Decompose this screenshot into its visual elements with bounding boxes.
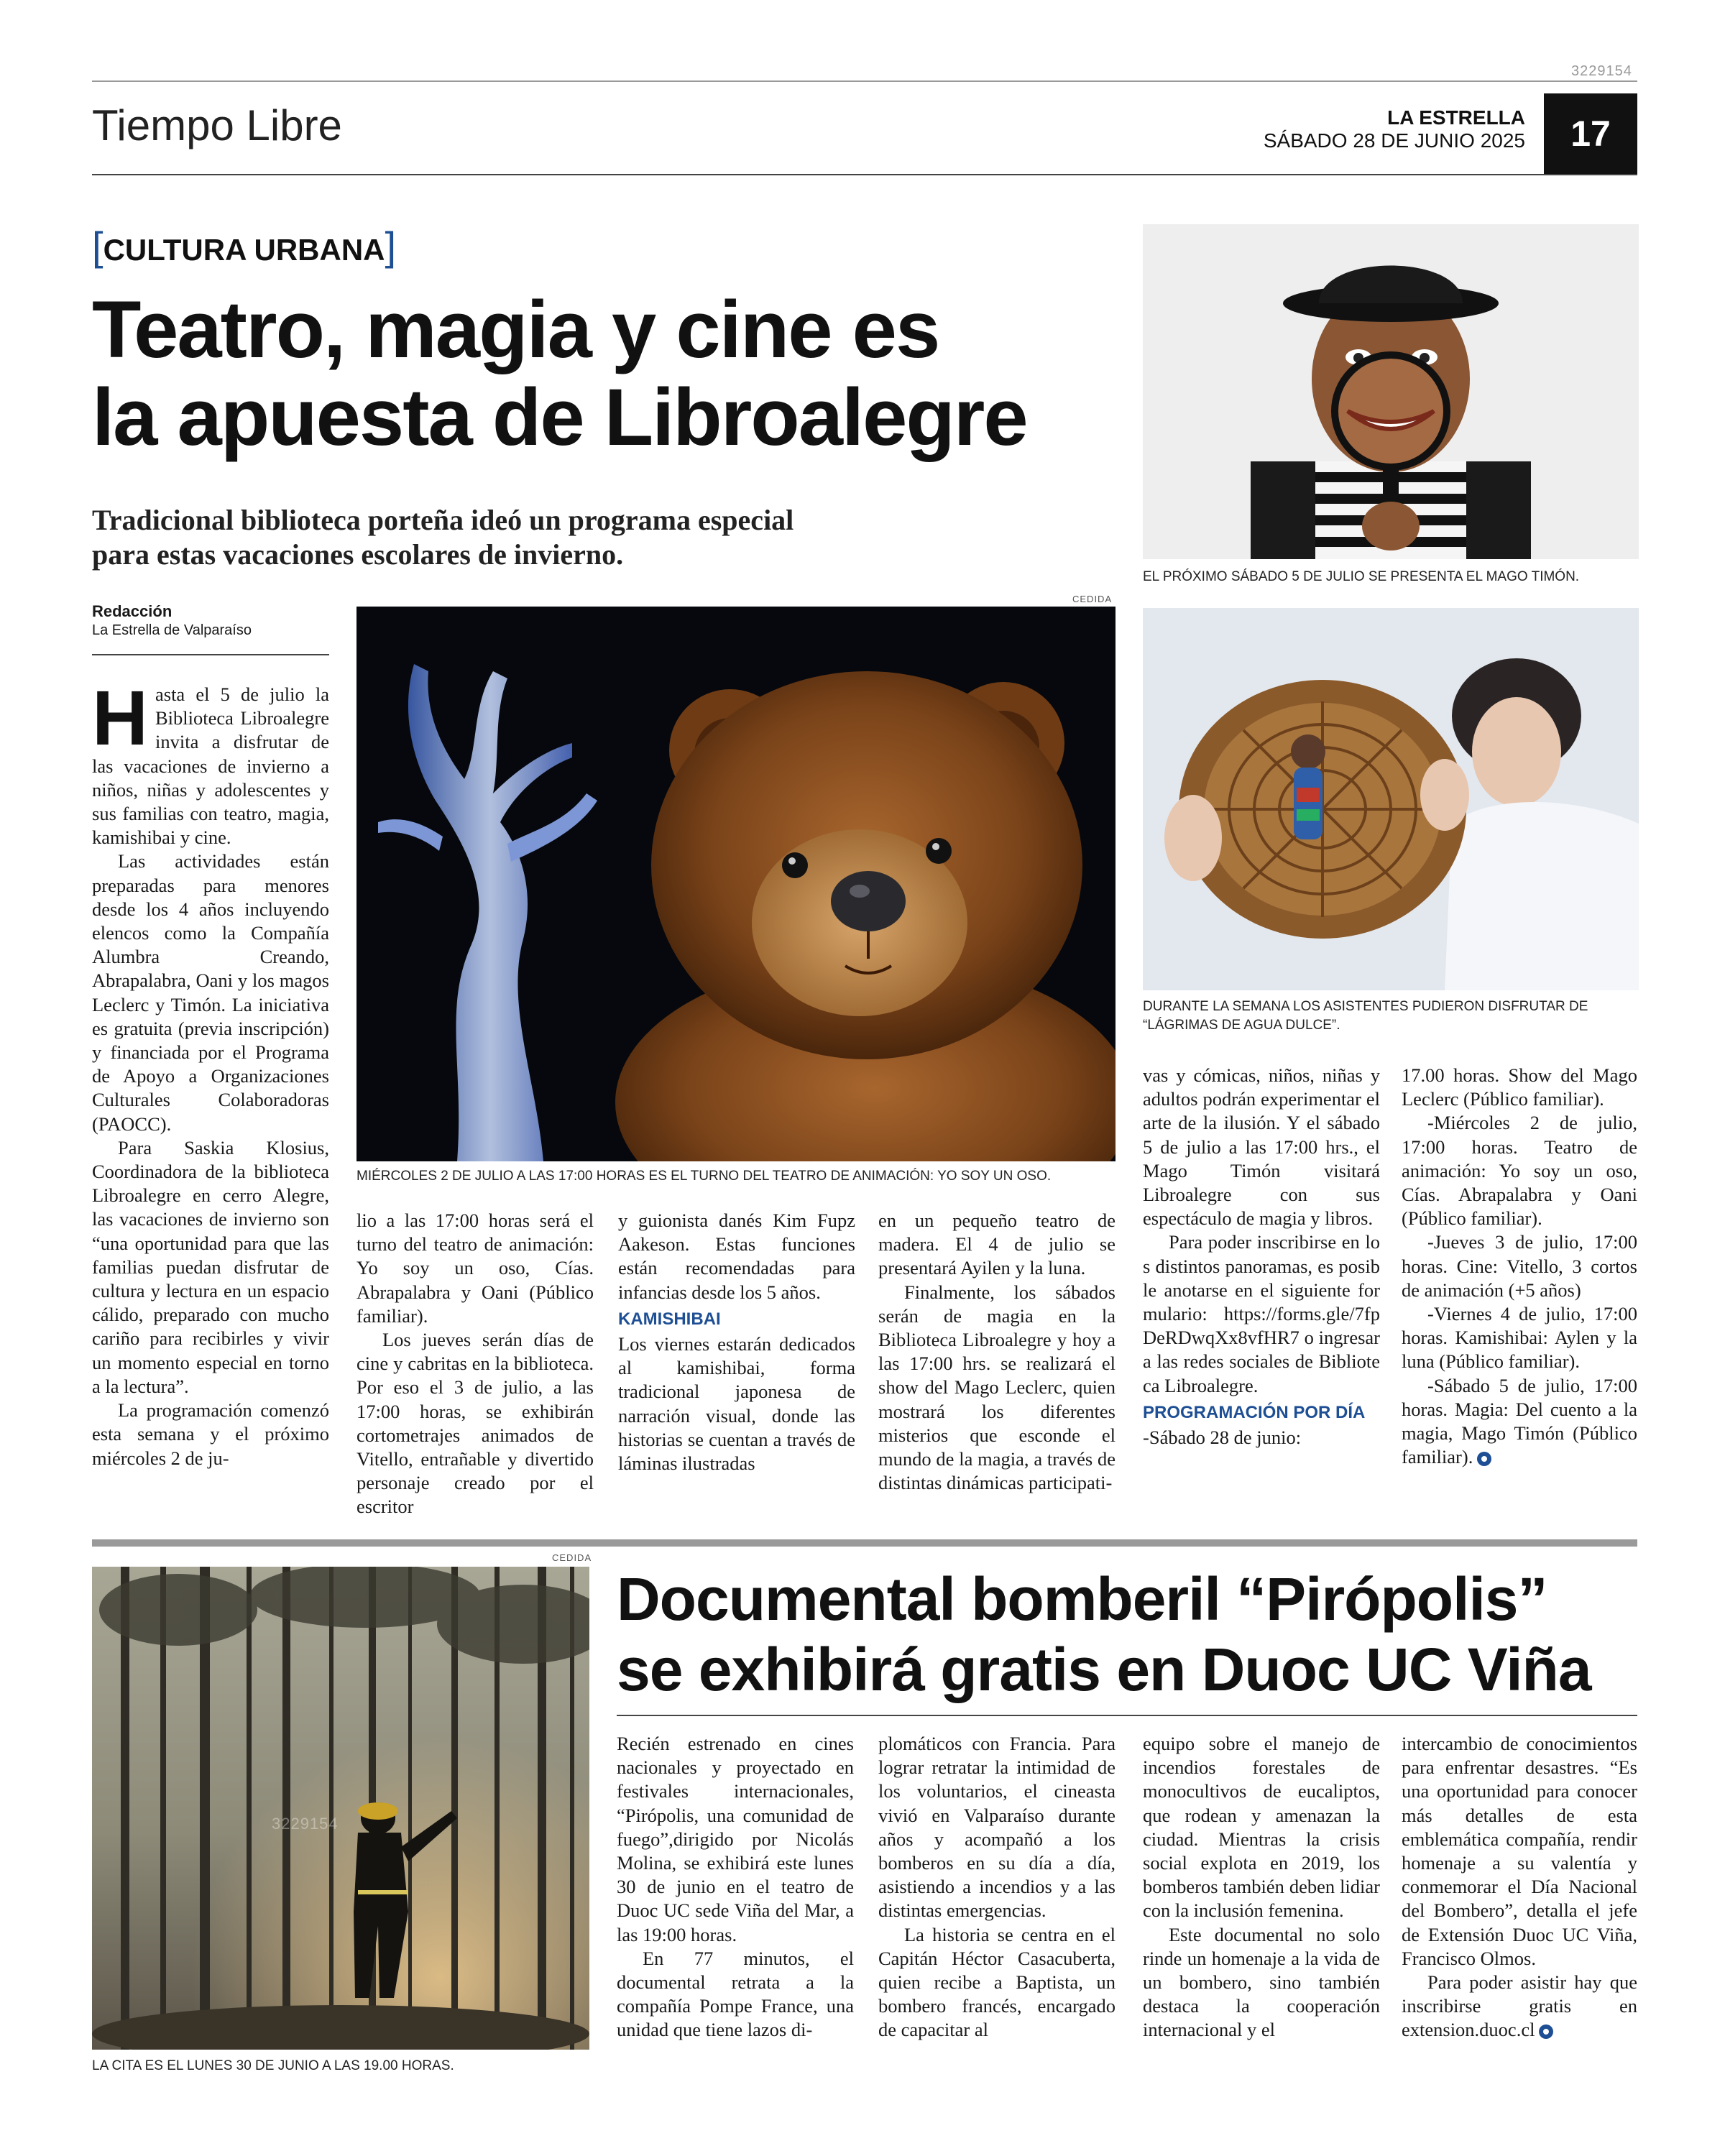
article1-col5-p3: -Sábado 28 de junio: (1143, 1427, 1302, 1449)
fire-photo-credit: CEDIDA (552, 1552, 592, 1563)
article2-col1-p2: En 77 minutos, el documental retrata a la compañía Pompe France, una unidad que tiene lazos di- (617, 1947, 854, 2041)
basket-caption-line-1: DURANTE LA SEMANA LOS ASISTENTES PUDIERON DISFRUTAR DE (1143, 999, 1588, 1014)
article1-col6-p1: 17.00 horas. Show del Mago Leclerc (Público familiar). (1402, 1064, 1637, 1110)
firefighter-photo (92, 1567, 589, 2050)
article1-col6-p5-wrap (1402, 1374, 1637, 1470)
basket-caption-line-2: “LÁGRIMAS DE AGUA DULCE”. (1143, 1018, 1340, 1033)
article1-col4-p2: Finalmente, los sábados serán de magia en la Biblioteca Libroalegre y hoy a las 17:00 hrs. se realizará el show del Mago Leclerc, quien mostrará los diferentes misterios que esconde el mundo de la magia, a través de distintas dinámicas participati- (878, 1281, 1116, 1494)
basket-illustration (1143, 608, 1639, 990)
article1-col1-p4: La programación comenzó esta semana y el próximo miércoles 2 de ju- (92, 1399, 329, 1469)
byline-name: Redacción (92, 602, 172, 620)
byline-org: La Estrella de Valparaíso (92, 622, 252, 638)
fire-photo-caption: LA CITA ES EL LUNES 30 DE JUNIO A LAS 19.00 HORAS. (92, 2058, 454, 2073)
article2-column-1 (617, 1732, 854, 2042)
subhead-programacion: PROGRAMACIÓN POR DÍA (1143, 1402, 1366, 1422)
headline-2 (617, 1564, 1652, 1705)
article1-col2-p1: lio a las 17:00 horas será el turno del teatro de animación: Yo soy un oso, Cías. Abrapalabra y Oani (Público familiar). (356, 1210, 594, 1327)
magician-photo (1143, 224, 1639, 559)
article2-col2-p1: plomáticos con Francia. Para lograr retratar la intimidad de los voluntarios, el cineasta vivió en Valparaíso durante años y acompañó a los bomberos en su día a día, asistiendo a incendios y a las distintas emergencias. (878, 1733, 1116, 1922)
article-separator (92, 1539, 1637, 1547)
deck-line-2: para estas vacaciones escolares de invierno. (92, 538, 624, 571)
deck (92, 503, 919, 572)
magician-photo-caption: EL PRÓXIMO SÁBADO 5 DE JULIO SE PRESENTA EL MAGO TIMÓN. (1143, 569, 1580, 584)
dropcap: H (92, 674, 148, 761)
article1-col1-p2: Las actividades están preparadas para menores desde los 4 años incluyendo elencos como la Compañía Alumbra Creando, Abrapalabra, Oani y los magos Leclerc y Timón. La iniciativa es gratuita (previa inscripción) y financiada por el Programa de Apoyo a Organizaciones Culturales Colaboradoras (PAOCC). (92, 850, 329, 1135)
kicker: [CULTURA URBANA] (92, 224, 397, 269)
article1-col6-p3: -Jueves 3 de julio, 17:00 horas. Cine: Vitello, 3 cortos de animación (+5 años) (1402, 1231, 1637, 1301)
newspaper-name: LA ESTRELLA (1387, 106, 1525, 129)
headline (92, 286, 1149, 461)
bear-photo-caption: MIÉRCOLES 2 DE JULIO A LAS 17:00 HORAS ES EL TURNO DEL TEATRO DE ANIMACIÓN: YO SOY UN OSO. (356, 1169, 1052, 1184)
article2-col3-p1: equipo sobre el manejo de incendios forestales de monocultivos de eucaliptos, que rodean y amenazan la ciudad. Mientras la crisis social explota en 2019, los bomberos también deben lidiar con la inclusión femenina. (1143, 1733, 1380, 1922)
puppet-basket-photo (1143, 608, 1639, 990)
article1-col5-p1: vas y cómicas, niños, niñas y adultos podrán experimentar el arte de la ilusión. Y el sábado 5 de julio a las 17:00 hrs., el Mago Timón visitará Libroalegre con sus espectáculo de magia y libros. (1143, 1064, 1380, 1230)
headline-2-line-1: Documental bomberil “Pirópolis” (617, 1565, 1547, 1633)
article2-col3-p2: Este documental no solo rinde un homenaje a la vida de un bombero, sino también destaca la cooperación internacional y el (1143, 1923, 1380, 2041)
bear-illustration (356, 607, 1116, 1161)
section-title: Tiempo Libre (92, 101, 342, 149)
article2-col4-p2-wrap (1402, 1971, 1637, 2042)
article2-col1-p1: Recién estrenado en cines nacionales y proyectado en festivales internacionales, “Pirópolis, una comunidad de fuego”,dirigido por Nicolás Molina, se exhibirá este lunes 30 de junio en el teatro de Duoc UC sede Viña del Mar, a las 19:00 horas. (617, 1733, 854, 1945)
article2-col4-p1: intercambio de conocimientos para enfrentar desastres. “Es una oportunidad para conocer más detalles de esta emblemática compañía, rendir homenaje a su valentía y conmemorar el Día Nacional del Bombero”, detalla el jefe de Extensión Duoc UC Viña, Francisco Olmos. (1402, 1733, 1637, 1969)
article1-col6-p4: -Viernes 4 de julio, 17:00 horas. Kamishibai: Aylen y la luna (Público familiar). (1402, 1303, 1637, 1373)
article1-column-5 (1143, 1064, 1380, 1450)
article1-column-1 (92, 674, 329, 1470)
kicker-text: CULTURA URBANA (103, 233, 385, 267)
article2-column-2 (878, 1732, 1116, 2042)
forest-fire-illustration (92, 1567, 589, 2050)
issue-date: SÁBADO 28 DE JUNIO 2025 (1263, 129, 1525, 152)
article1-col1-p1: asta el 5 de julio la Biblioteca Libroalegre invita a disfrutar de las vacaciones de invierno a niños, niñas y adolescentes y sus familias con teatro, magia, kamishibai y cine. (92, 683, 329, 849)
page-code: 3229154 (1571, 63, 1632, 79)
article1-col5-p2: Para poder inscribirse en los distintos panoramas, es posible anotarse en el siguiente formulario: https://forms.gle/7fpDeRDwqXx8vfHR7 o ingresar a las redes sociales de Biblioteca Libroalegre. (1143, 1231, 1380, 1396)
magician-illustration (1143, 224, 1639, 559)
header-rule (92, 174, 1637, 175)
headline-line-2: la apuesta de Libroalegre (92, 372, 1027, 462)
subhead-kamishibai: KAMISHIBAI (618, 1309, 721, 1329)
article1-column-6 (1402, 1064, 1637, 1469)
end-mark-icon (1477, 1452, 1491, 1466)
headline-line-1: Teatro, magia y cine es (92, 285, 939, 374)
article1-col1-p3: Para Saskia Klosius, Coordinadora de la biblioteca Libroalegre en cerro Alegre, las vacaciones de invierno son “una oportunidad para que las familias puedan disfrutar de cultura y lectura en un espacio cálido, preparado con mucho cariño para recibirles y vivir un momento especial en torno a la lectura”. (92, 1136, 329, 1397)
headline-2-rule (617, 1715, 1637, 1716)
end-mark-icon (1539, 2024, 1553, 2039)
byline-rule (92, 654, 329, 655)
article2-column-3 (1143, 1732, 1380, 2042)
basket-photo-caption (1143, 998, 1646, 1035)
article1-col3-p1: y guionista danés Kim Fupz Aakeson. Estas funciones están recomendadas para infancias desde los 5 años. (618, 1210, 855, 1303)
deck-line-1: Tradicional biblioteca porteña ideó un programa especial (92, 504, 794, 536)
article1-col4-p1: en un pequeño teatro de madera. El 4 de julio se presentará Ayilen y la luna. (878, 1210, 1116, 1279)
photo-watermark: 3229154 (272, 1815, 339, 1833)
article1-column-3 (618, 1209, 855, 1475)
article2-col4-p2: Para poder asistir hay que inscribirse gratis en extension.duoc.cl (1402, 1971, 1637, 2041)
article1-col6-p5: -Sábado 5 de julio, 17:00 horas. Magia: Del cuento a la magia, Mago Timón (Público familiar). (1402, 1374, 1637, 1468)
headline-2-line-2: se exhibirá gratis en Duoc UC Viña (617, 1636, 1591, 1703)
article2-col2-p2: La historia se centra en el Capitán Héctor Casacuberta, quien recibe a Baptista, un bombero francés, encargado de capacitar al (878, 1923, 1116, 2041)
bear-photo-credit: CEDIDA (1072, 594, 1113, 604)
article1-column-2 (356, 1209, 594, 1519)
bear-puppet-photo (356, 607, 1116, 1161)
top-rule (92, 80, 1637, 82)
article1-col2-p2: Los jueves serán días de cine y cabritas en la biblioteca. Por eso el 3 de julio, a las 17:00 horas, se exhibirán cortometrajes animados de Vitello, entrañable y divertido personaje creado por el escritor (356, 1329, 594, 1518)
article2-column-4 (1402, 1732, 1637, 2042)
article1-column-4 (878, 1209, 1116, 1495)
article1-col3-p2: Los viernes estarán dedicados al kamishibai, forma tradicional japonesa de narración visual, donde las historias se cuentan a través de láminas ilustradas (618, 1333, 855, 1475)
page-number: 17 (1544, 93, 1637, 174)
article1-col6-p2: -Miércoles 2 de julio, 17:00 horas. Teatro de animación: Yo soy un oso, Cías. Abrapalabra y Oani (Público familiar). (1402, 1112, 1637, 1230)
